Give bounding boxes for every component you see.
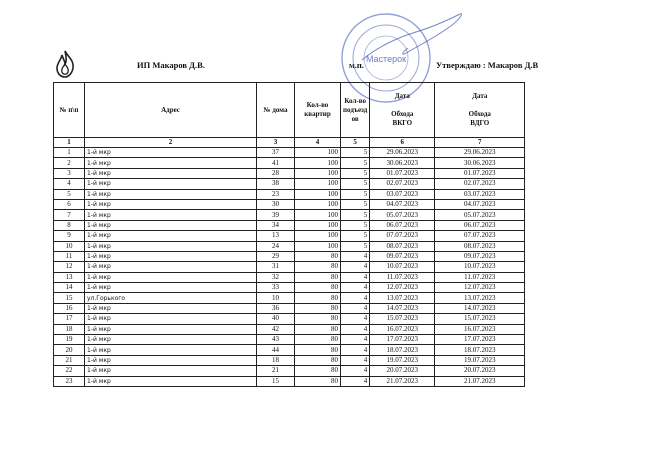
row-address: ул.Горького (85, 293, 257, 303)
row-house-number: 36 (257, 303, 295, 313)
row-entrances: 4 (341, 355, 370, 365)
row-house-number: 33 (257, 283, 295, 293)
seal-place-label: м.п. (349, 60, 364, 70)
row-number: 14 (54, 283, 85, 293)
row-vkgo-date: 20.07.2023 (370, 366, 435, 376)
row-vdgo-date: 02.07.2023 (435, 179, 525, 189)
row-house-number: 32 (257, 272, 295, 282)
table-row (54, 335, 525, 345)
table-row (54, 251, 525, 261)
row-address: 1-й мкр (85, 241, 257, 251)
row-vkgo-date: 15.07.2023 (370, 314, 435, 324)
row-vdgo-date: 16.07.2023 (435, 324, 525, 334)
row-vkgo-date: 11.07.2023 (370, 272, 435, 282)
table-row (54, 272, 525, 282)
row-address: 1-й мкр (85, 345, 257, 355)
row-vkgo-date: 08.07.2023 (370, 241, 435, 251)
row-number: 13 (54, 272, 85, 282)
row-house-number: 18 (257, 355, 295, 365)
col-header-address: Адрес (85, 83, 257, 138)
flame-logo-icon (54, 50, 76, 78)
row-number: 17 (54, 314, 85, 324)
company-name: ИП Макаров Д.В. (137, 60, 205, 70)
table-row (54, 366, 525, 376)
row-vdgo-date: 08.07.2023 (435, 241, 525, 251)
table-row (54, 345, 525, 355)
row-apartments: 80 (295, 293, 341, 303)
table-row (54, 189, 525, 199)
row-entrances: 5 (341, 199, 370, 209)
row-apartments: 80 (295, 376, 341, 386)
row-entrances: 4 (341, 293, 370, 303)
row-vdgo-date: 29.06.2023 (435, 148, 525, 158)
row-house-number: 15 (257, 376, 295, 386)
row-apartments: 100 (295, 189, 341, 199)
row-number: 5 (54, 189, 85, 199)
row-vkgo-date: 14.07.2023 (370, 303, 435, 313)
row-house-number: 34 (257, 220, 295, 230)
row-entrances: 5 (341, 210, 370, 220)
row-entrances: 4 (341, 303, 370, 313)
row-entrances: 5 (341, 220, 370, 230)
row-vdgo-date: 14.07.2023 (435, 303, 525, 313)
row-apartments: 100 (295, 168, 341, 178)
col-header-num: № п\п (54, 83, 85, 138)
row-entrances: 5 (341, 158, 370, 168)
row-vdgo-date: 30.06.2023 (435, 158, 525, 168)
row-apartments: 80 (295, 366, 341, 376)
row-entrances: 4 (341, 272, 370, 282)
table-row (54, 158, 525, 168)
row-vdgo-date: 03.07.2023 (435, 189, 525, 199)
row-entrances: 4 (341, 376, 370, 386)
row-house-number: 13 (257, 231, 295, 241)
stamp-text: Мастерок (365, 54, 407, 64)
table-row (54, 168, 525, 178)
row-address: 1-й мкр (85, 303, 257, 313)
row-number: 15 (54, 293, 85, 303)
row-vkgo-date: 29.06.2023 (370, 148, 435, 158)
col-header-house: № дома (257, 83, 295, 138)
row-vkgo-date: 10.07.2023 (370, 262, 435, 272)
row-house-number: 40 (257, 314, 295, 324)
row-vdgo-date: 10.07.2023 (435, 262, 525, 272)
row-number: 6 (54, 199, 85, 209)
row-vdgo-date: 19.07.2023 (435, 355, 525, 365)
row-vdgo-date: 04.07.2023 (435, 199, 525, 209)
column-number: 1 (54, 138, 85, 148)
table-row (54, 376, 525, 386)
row-number: 16 (54, 303, 85, 313)
row-number: 20 (54, 345, 85, 355)
row-vkgo-date: 03.07.2023 (370, 189, 435, 199)
row-vdgo-date: 12.07.2023 (435, 283, 525, 293)
inspection-schedule-table (53, 82, 525, 387)
row-vkgo-date: 16.07.2023 (370, 324, 435, 334)
row-number: 12 (54, 262, 85, 272)
row-number: 1 (54, 148, 85, 158)
table-row (54, 324, 525, 334)
row-apartments: 80 (295, 303, 341, 313)
row-number: 3 (54, 168, 85, 178)
row-address: 1-й мкр (85, 231, 257, 241)
row-vkgo-date: 18.07.2023 (370, 345, 435, 355)
row-vkgo-date: 04.07.2023 (370, 199, 435, 209)
row-entrances: 4 (341, 335, 370, 345)
row-vkgo-date: 06.07.2023 (370, 220, 435, 230)
table-row (54, 210, 525, 220)
row-address: 1-й мкр (85, 272, 257, 282)
row-address: 1-й мкр (85, 376, 257, 386)
table-row (54, 148, 525, 158)
row-house-number: 21 (257, 366, 295, 376)
row-vdgo-date: 13.07.2023 (435, 293, 525, 303)
table-header-row (54, 83, 525, 138)
table-row (54, 199, 525, 209)
row-entrances: 4 (341, 283, 370, 293)
row-vkgo-date: 09.07.2023 (370, 251, 435, 261)
row-vdgo-date: 05.07.2023 (435, 210, 525, 220)
row-apartments: 80 (295, 262, 341, 272)
row-address: 1-й мкр (85, 262, 257, 272)
row-vdgo-date: 09.07.2023 (435, 251, 525, 261)
row-address: 1-й мкр (85, 324, 257, 334)
column-number: 5 (341, 138, 370, 148)
row-number: 7 (54, 210, 85, 220)
signature (356, 8, 476, 68)
table-row (54, 241, 525, 251)
table-row (54, 293, 525, 303)
row-address: 1-й мкр (85, 210, 257, 220)
row-house-number: 37 (257, 148, 295, 158)
row-vdgo-date: 06.07.2023 (435, 220, 525, 230)
row-number: 2 (54, 158, 85, 168)
row-address: 1-й мкр (85, 251, 257, 261)
row-address: 1-й мкр (85, 220, 257, 230)
row-number: 4 (54, 179, 85, 189)
row-apartments: 100 (295, 220, 341, 230)
row-vdgo-date: 07.07.2023 (435, 231, 525, 241)
row-number: 18 (54, 324, 85, 334)
row-apartments: 80 (295, 314, 341, 324)
row-apartments: 80 (295, 355, 341, 365)
row-vkgo-date: 30.06.2023 (370, 158, 435, 168)
row-vdgo-date: 11.07.2023 (435, 272, 525, 282)
table-row (54, 262, 525, 272)
row-apartments: 100 (295, 210, 341, 220)
row-apartments: 100 (295, 158, 341, 168)
row-house-number: 43 (257, 335, 295, 345)
table-row (54, 283, 525, 293)
row-house-number: 38 (257, 179, 295, 189)
row-vdgo-date: 21.07.2023 (435, 376, 525, 386)
column-number-row (54, 138, 525, 148)
column-number: 7 (435, 138, 525, 148)
row-apartments: 80 (295, 324, 341, 334)
row-number: 11 (54, 251, 85, 261)
row-number: 10 (54, 241, 85, 251)
row-entrances: 4 (341, 314, 370, 324)
row-number: 22 (54, 366, 85, 376)
row-address: 1-й мкр (85, 148, 257, 158)
row-address: 1-й мкр (85, 366, 257, 376)
row-entrances: 5 (341, 241, 370, 251)
row-vkgo-date: 13.07.2023 (370, 293, 435, 303)
col-header-vkgo: Дата Обхода ВКГО (370, 83, 435, 138)
row-address: 1-й мкр (85, 158, 257, 168)
row-entrances: 5 (341, 231, 370, 241)
row-entrances: 4 (341, 345, 370, 355)
row-house-number: 31 (257, 262, 295, 272)
row-vdgo-date: 17.07.2023 (435, 335, 525, 345)
row-number: 21 (54, 355, 85, 365)
col-header-vdgo: Дата Обхода ВДГО (435, 83, 525, 138)
row-apartments: 100 (295, 148, 341, 158)
table-row (54, 314, 525, 324)
column-number: 6 (370, 138, 435, 148)
row-number: 23 (54, 376, 85, 386)
row-address: 1-й мкр (85, 283, 257, 293)
row-apartments: 100 (295, 179, 341, 189)
row-vkgo-date: 12.07.2023 (370, 283, 435, 293)
row-entrances: 4 (341, 324, 370, 334)
row-house-number: 42 (257, 324, 295, 334)
row-apartments: 80 (295, 272, 341, 282)
row-entrances: 5 (341, 168, 370, 178)
row-apartments: 80 (295, 251, 341, 261)
table-row (54, 220, 525, 230)
row-number: 19 (54, 335, 85, 345)
row-vdgo-date: 01.07.2023 (435, 168, 525, 178)
row-vkgo-date: 01.07.2023 (370, 168, 435, 178)
column-number: 2 (85, 138, 257, 148)
row-address: 1-й мкр (85, 355, 257, 365)
row-entrances: 4 (341, 366, 370, 376)
row-address: 1-й мкр (85, 314, 257, 324)
col-header-entrances: Кол-во подъезд ов (341, 83, 370, 138)
row-apartments: 80 (295, 335, 341, 345)
row-house-number: 30 (257, 199, 295, 209)
row-address: 1-й мкр (85, 179, 257, 189)
row-address: 1-й мкр (85, 199, 257, 209)
row-vkgo-date: 19.07.2023 (370, 355, 435, 365)
row-entrances: 5 (341, 179, 370, 189)
row-house-number: 39 (257, 210, 295, 220)
row-apartments: 80 (295, 345, 341, 355)
row-vkgo-date: 02.07.2023 (370, 179, 435, 189)
row-vdgo-date: 18.07.2023 (435, 345, 525, 355)
row-vkgo-date: 21.07.2023 (370, 376, 435, 386)
row-apartments: 100 (295, 199, 341, 209)
table-row (54, 355, 525, 365)
column-number: 4 (295, 138, 341, 148)
row-vkgo-date: 05.07.2023 (370, 210, 435, 220)
table-row (54, 179, 525, 189)
table-row (54, 231, 525, 241)
approval-label: Утверждаю : Макаров Д.В (436, 60, 539, 70)
row-entrances: 5 (341, 148, 370, 158)
row-apartments: 100 (295, 231, 341, 241)
row-entrances: 4 (341, 262, 370, 272)
row-house-number: 28 (257, 168, 295, 178)
row-address: 1-й мкр (85, 335, 257, 345)
row-address: 1-й мкр (85, 189, 257, 199)
row-entrances: 4 (341, 251, 370, 261)
row-house-number: 41 (257, 158, 295, 168)
row-apartments: 100 (295, 241, 341, 251)
row-entrances: 5 (341, 189, 370, 199)
row-vkgo-date: 07.07.2023 (370, 231, 435, 241)
row-number: 8 (54, 220, 85, 230)
row-apartments: 80 (295, 283, 341, 293)
column-number: 3 (257, 138, 295, 148)
row-house-number: 29 (257, 251, 295, 261)
row-number: 9 (54, 231, 85, 241)
row-address: 1-й мкр (85, 168, 257, 178)
row-house-number: 23 (257, 189, 295, 199)
row-vkgo-date: 17.07.2023 (370, 335, 435, 345)
row-house-number: 10 (257, 293, 295, 303)
row-house-number: 24 (257, 241, 295, 251)
table-row (54, 303, 525, 313)
row-house-number: 44 (257, 345, 295, 355)
row-vdgo-date: 20.07.2023 (435, 366, 525, 376)
row-vdgo-date: 15.07.2023 (435, 314, 525, 324)
col-header-apartments: Кол-во квартир (295, 83, 341, 138)
